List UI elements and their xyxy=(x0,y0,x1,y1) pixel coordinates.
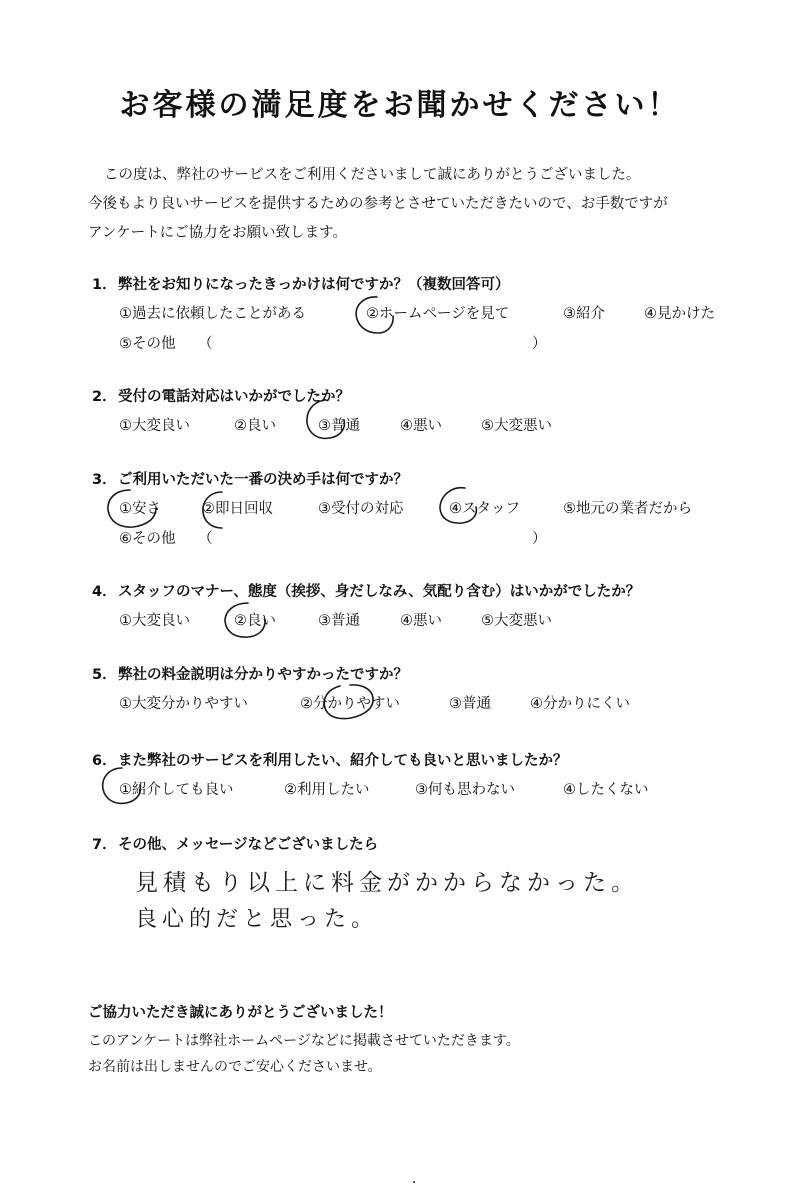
option-good[interactable]: ②良い xyxy=(234,418,276,434)
question-heading xyxy=(92,383,782,411)
option-staff[interactable]: ④スタッフ xyxy=(449,501,520,517)
option-very-bad[interactable]: ⑤大変悪い xyxy=(481,613,552,629)
option-bad[interactable]: ④悪い xyxy=(400,613,442,629)
question-text: その他、メッセージなどございましたら xyxy=(118,837,379,853)
handwritten-message-line-1: 見積もり以上に料金がかからなかった。 xyxy=(135,870,639,896)
option-normal[interactable]: ③普通 xyxy=(318,613,360,629)
question-text: スタッフのマナー、態度（挨拶、身だしなみ、気配り含む）はいかがでしたか？ xyxy=(118,584,641,600)
question-number: 5． xyxy=(92,667,117,683)
question-4 xyxy=(92,578,782,636)
option-row xyxy=(92,606,782,636)
question-heading xyxy=(92,831,782,859)
other-open-paren: （ xyxy=(198,531,213,547)
closing-text xyxy=(88,1000,768,1080)
option-would-refer[interactable]: ①紹介しても良い xyxy=(119,782,234,798)
question-number: 4． xyxy=(92,584,117,600)
intro-text xyxy=(88,161,768,248)
question-text: 受付の電話対応はいかがでしたか？ xyxy=(118,389,350,405)
option-row xyxy=(92,494,782,524)
question-3 xyxy=(92,466,782,554)
option-normal[interactable]: ③普通 xyxy=(318,418,360,434)
option-same-day[interactable]: ②即日回収 xyxy=(202,501,273,517)
question-1 xyxy=(92,271,782,359)
page-title: お客様の満足度をお聞かせください！ xyxy=(119,88,681,123)
stray-ink-dot xyxy=(413,1181,415,1183)
question-number: 2． xyxy=(92,389,117,405)
other-field[interactable] xyxy=(92,329,782,359)
question-number: 7． xyxy=(92,837,117,853)
question-heading xyxy=(92,271,782,299)
option-row xyxy=(92,689,782,719)
option-saw-it[interactable]: ④見かけた xyxy=(644,306,715,322)
question-text: また弊社のサービスを利用したい、紹介しても良いと思いましたか？ xyxy=(118,753,568,769)
question-6 xyxy=(92,747,782,805)
option-row xyxy=(92,299,782,329)
question-heading xyxy=(92,466,782,494)
option-referral[interactable]: ③紹介 xyxy=(563,306,605,322)
question-text: 弊社の料金説明は分かりやすかったですか？ xyxy=(118,667,408,683)
question-number: 6． xyxy=(92,753,117,769)
question-heading xyxy=(92,578,782,606)
closing-line: お名前は出しませんのでご安心くださいませ。 xyxy=(88,1059,382,1075)
other-close-paren: ） xyxy=(532,531,547,547)
handwritten-message-line-2: 良心的だと思った。 xyxy=(135,907,379,932)
other-open-paren: （ xyxy=(198,336,213,352)
question-text: 弊社をお知りになったきっかけは何ですか？（複数回答可） xyxy=(118,277,510,293)
option-unclear[interactable]: ④分かりにくい xyxy=(530,696,630,712)
question-number: 1． xyxy=(92,277,117,293)
question-2 xyxy=(92,383,782,441)
option-past-request[interactable]: ①過去に依頼したことがある xyxy=(119,306,306,322)
option-good[interactable]: ②良い xyxy=(234,613,276,629)
question-heading xyxy=(92,661,782,689)
option-would-use[interactable]: ②利用したい xyxy=(284,782,370,798)
option-price[interactable]: ①安さ xyxy=(119,501,161,517)
intro-line: この度は、弊社のサービスをご利用くださいまして誠にありがとうございました。 xyxy=(104,167,641,183)
other-label: ⑤その他 xyxy=(119,336,176,352)
question-number: 3． xyxy=(92,472,117,488)
other-label: ⑥その他 xyxy=(119,531,176,547)
option-reception[interactable]: ③受付の対応 xyxy=(318,501,404,517)
option-very-good[interactable]: ①大変良い xyxy=(119,613,190,629)
other-close-paren: ） xyxy=(532,336,547,352)
option-row xyxy=(92,775,782,805)
option-very-good[interactable]: ①大変良い xyxy=(119,418,190,434)
option-very-bad[interactable]: ⑤大変悪い xyxy=(481,418,552,434)
option-normal[interactable]: ③普通 xyxy=(449,696,491,712)
option-clear[interactable]: ②分かりやすい xyxy=(300,696,400,712)
question-heading xyxy=(92,747,782,775)
option-homepage[interactable]: ②ホームページを見て xyxy=(366,306,510,322)
option-row xyxy=(92,411,782,441)
intro-line: 今後もより良いサービスを提供するための参考とさせていただきたいので、お手数ですが xyxy=(88,196,668,212)
closing-line: このアンケートは弊社ホームページなどに掲載させていただきます。 xyxy=(88,1033,520,1049)
question-text: ご利用いただいた一番の決め手は何ですか？ xyxy=(118,472,408,488)
question-7 xyxy=(92,831,782,859)
intro-line: アンケートにご協力をお願い致します。 xyxy=(88,225,347,241)
option-very-clear[interactable]: ①大変分かりやすい xyxy=(119,696,248,712)
option-no-opinion[interactable]: ③何も思わない xyxy=(415,782,515,798)
question-5 xyxy=(92,661,782,719)
option-bad[interactable]: ④悪い xyxy=(400,418,442,434)
option-local-business[interactable]: ⑤地元の業者だから xyxy=(563,501,692,517)
other-field[interactable] xyxy=(92,524,782,554)
option-would-not[interactable]: ④したくない xyxy=(563,782,649,798)
closing-thanks: ご協力いただき誠にありがとうございました！ xyxy=(88,1005,393,1021)
